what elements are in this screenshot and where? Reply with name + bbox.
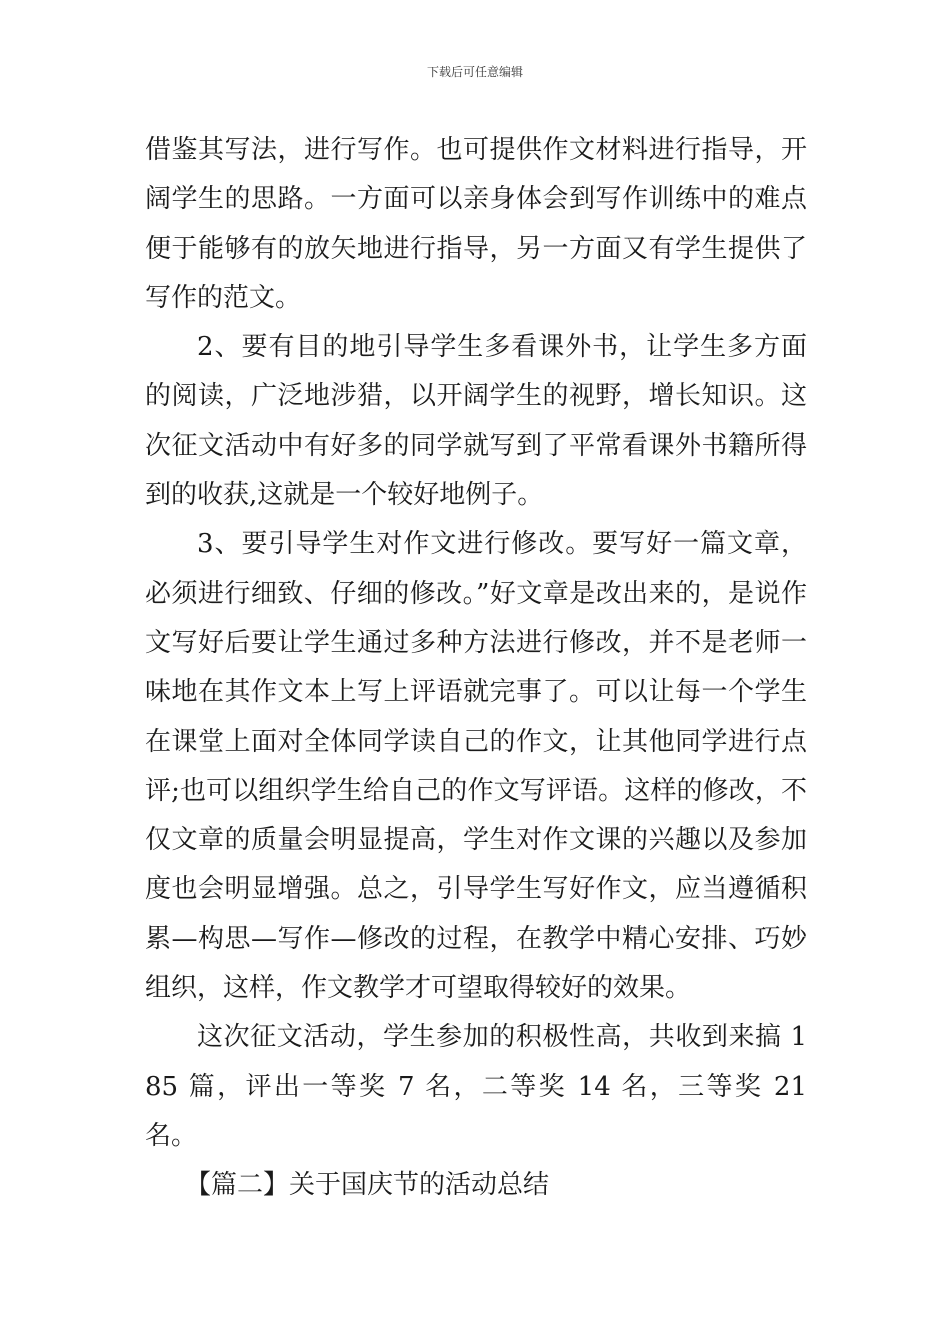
page-header: 下载后可任意编辑 bbox=[426, 65, 523, 79]
paragraph-point-3: 3、要引导学生对作文进行修改。要写好一篇文章，必须进行细致、仔细的修改。”好文章是改出来的，是说作文写好后要让学生通过多种方法进行修改，并不是老师一味地在其作文本上写上评语就完事了。可以让每一个学生在课堂上面对全体同学读自己的作文，让其他同学进行点评;也可以组织学生给自己的作文写评语。这样的修改，不仅文章的质量会明显提高，学生对作文课的兴趣以及参加度也会明显增强。总之，引导学生写好作文，应当遵循积累—构思—写作—修改的过程，在教学中精心安排、巧妙组织，这样，作文教学才可望取得较好的效果。 bbox=[145, 529, 807, 1004]
document-body bbox=[145, 126, 807, 1211]
paragraph-point-2: 2、要有目的地引导学生多看课外书，让学生多方面的阅读，广泛地涉猎，以开阔学生的视野，增长知识。这次征文活动中有好多的同学就写到了平常看课外书籍所得到的收获,这就是一个较好地例子。 bbox=[145, 332, 807, 511]
paragraph-results: 这次征文活动，学生参加的积极性高，共收到来搞 185 篇，评出一等奖 7 名，二等奖 14 名，三等奖 21 名。 bbox=[145, 1022, 807, 1151]
paragraph-continued: 借鉴其写法，进行写作。也可提供作文材料进行指导，开阔学生的思路。一方面可以亲身体会到写作训练中的难点便于能够有的放矢地进行指导，另一方面又有学生提供了写作的范文。 bbox=[145, 135, 807, 313]
section-heading: 【篇二】关于国庆节的活动总结 bbox=[185, 1170, 550, 1201]
